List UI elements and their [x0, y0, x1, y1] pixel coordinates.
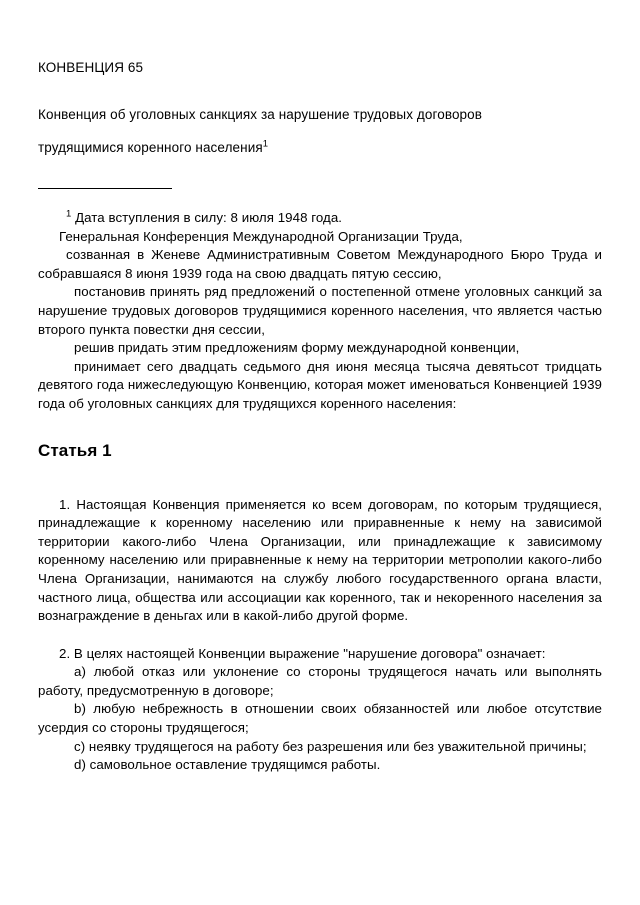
- preamble-organization-line: Генеральная Конференция Международной Организации Труда,: [59, 228, 463, 244]
- document-number-heading: КОНВЕНЦИЯ 65: [38, 60, 144, 75]
- article-1-paragraph-2-intro: 2. В целях настоящей Конвенции выражение "нарушение договора" означает:: [59, 645, 546, 661]
- preamble-convened-paragraph: созванная в Женеве Административным Советом Международного Бюро Труда и собравшаяся 8 июня 1939 года на свою двадцать пятую сессию,: [38, 247, 602, 281]
- article-1-heading: Статья 1: [38, 440, 112, 460]
- footnote-number: 1: [66, 208, 72, 220]
- footnote-text: [38, 209, 602, 228]
- preamble-form-paragraph: решив придать этим предложениям форму международной конвенции,: [74, 340, 520, 356]
- document-title-last-line: [38, 131, 602, 164]
- list-item: d) самовольное оставление трудящимся работы.: [74, 757, 381, 773]
- preamble-block: [38, 209, 602, 414]
- preamble-decided-paragraph: постановив принять ряд предложений о постепенной отмене уголовных санкций за нарушение трудовых договоров трудящимися коренного населения, что является частью второго пункта повестки дня сессии,: [38, 284, 602, 337]
- footnote-separator-rule: [38, 188, 172, 189]
- footnote-reference-marker[interactable]: 1: [262, 138, 269, 150]
- document-title-main: Конвенция об уголовных санкциях за нарушение трудовых договоров: [38, 107, 483, 122]
- list-item: b) любую небрежность в отношении своих обязанностей или любое отсутствие усердия со стороны трудящегося;: [38, 701, 602, 736]
- list-item: a) любой отказ или уклонение со стороны трудящегося начать или выполнять работу, предусмотренную в договоре;: [38, 664, 602, 698]
- footnote-body: Дата вступления в силу: 8 июля 1948 года.: [75, 210, 343, 225]
- article-1-paragraph-1: 1. Настоящая Конвенция применяется ко всем договорам, по которым трудящиеся, принадлежащие к коренному населению или приравненные к нему на зависимой территории какого-либо Члена Организации, или принадлежащие к зависимому коренному населению или приравненные к нему на территории метрополии какого-либо Члена Организации, нанимаются на службу любого государственного органа власти, частного лица, общества или ассоциации как коренного, так и некоренного населения за вознаграждение в деньгах или в какой-либо другой форме.: [38, 496, 602, 624]
- document-content: [38, 58, 602, 775]
- list-item: c) неявку трудящегося на работу без разрешения или без уважительной причины;: [74, 738, 587, 754]
- document-title: [38, 98, 602, 164]
- article-1-body: [38, 496, 602, 775]
- document-title-tail: трудящимися коренного населения: [38, 140, 263, 155]
- preamble-adopts-paragraph: принимает сего двадцать седьмого дня июня месяца тысяча девятьсот тридцать девятого года нижеследующую Конвенцию, которая может именоваться Конвенцией 1939 года об уголовных санкциях для трудящихся коренного населения:: [38, 358, 602, 411]
